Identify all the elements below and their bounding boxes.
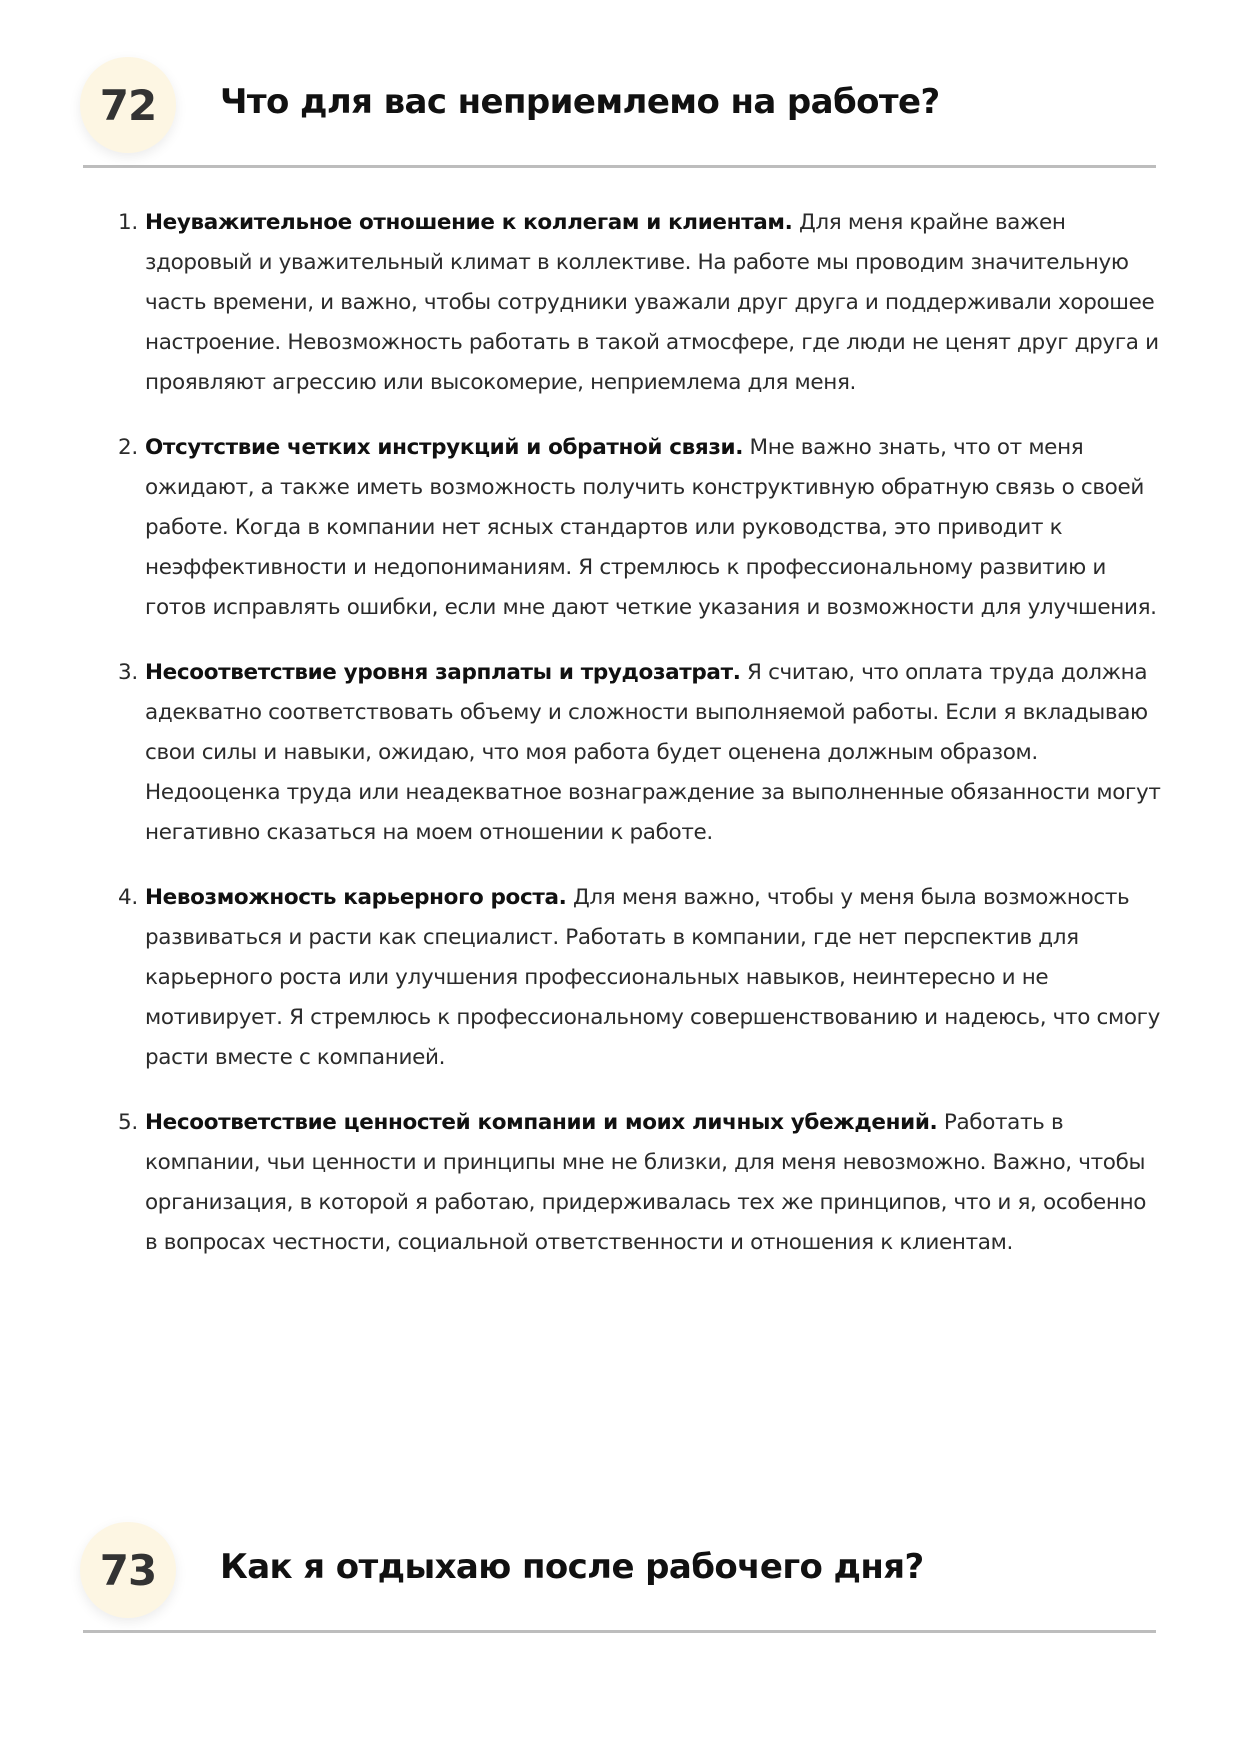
- item-text: Для меня крайне важен здоровый и уважительный климат в коллективе. На работе мы проводим значительную часть времени, и важно, чтобы сотрудники уважали друг друга и поддерживали хорошее настроение. Невозможность работать в такой атмосфере, где люди не ценят друг друга и проявляют агрессию или высокомерие, неприемлема для меня.: [145, 210, 1159, 395]
- item-lead: Неуважительное отношение к коллегам и клиентам.: [145, 210, 793, 235]
- item-number: 4.: [118, 885, 138, 910]
- list-item: [118, 1103, 1163, 1263]
- question-number-badge: 73: [80, 1522, 176, 1618]
- item-text: Я считаю, что оплата труда должна адекватно соответствовать объему и сложности выполняемой работы. Если я вкладываю свои силы и навыки, ожидаю, что моя работа будет оценена должным образом. Недооценка труда или неадекватное вознаграждение за выполненные обязанности могут негативно сказаться на моем отношении к работе.: [145, 660, 1161, 845]
- item-number: 5.: [118, 1110, 138, 1135]
- section-title: Что для вас неприемлемо на работе?: [220, 82, 940, 122]
- item-lead: Отсутствие четких инструкций и обратной связи.: [145, 435, 744, 460]
- section-title: Как я отдыхаю после рабочего дня?: [220, 1547, 924, 1587]
- item-text: Мне важно знать, что от меня ожидают, а также иметь возможность получить конструктивную обратную связь о своей работе. Когда в компании нет ясных стандартов или руководства, это приводит к неэффективности и недопониманиям. Я стремлюсь к профессиональному развитию и готов исправлять ошибки, если мне дают четкие указания и возможности для улучшения.: [145, 435, 1157, 620]
- section-header-73: [83, 1520, 1156, 1633]
- item-number: 2.: [118, 435, 138, 460]
- item-number: 3.: [118, 660, 138, 685]
- item-lead: Невозможность карьерного роста.: [145, 885, 567, 910]
- item-lead: Несоответствие уровня зарплаты и трудозатрат.: [145, 660, 741, 685]
- question-number-badge: 72: [80, 57, 176, 153]
- list-item: [118, 428, 1163, 628]
- item-text: Для меня важно, чтобы у меня была возможность развиваться и расти как специалист. Работать в компании, где нет перспектив для карьерного роста или улучшения профессиональных навыков, неинтересно и не мотивирует. Я стремлюсь к профессиональному совершенствованию и надеюсь, что смогу расти вместе с компанией.: [145, 885, 1160, 1070]
- section-header-72: [83, 55, 1156, 168]
- list-item: [118, 203, 1163, 403]
- item-text: Работать в компании, чьи ценности и принципы мне не близки, для меня невозможно. Важно, чтобы организация, в которой я работаю, придерживалась тех же принципов, что и я, особенно в вопросах честности, социальной ответственности и отношения к клиентам.: [145, 1110, 1147, 1255]
- item-lead: Несоответствие ценностей компании и моих личных убеждений.: [145, 1110, 938, 1135]
- list-item: [118, 653, 1163, 853]
- answer-list: [118, 203, 1163, 1288]
- item-number: 1.: [118, 210, 138, 235]
- list-item: [118, 878, 1163, 1078]
